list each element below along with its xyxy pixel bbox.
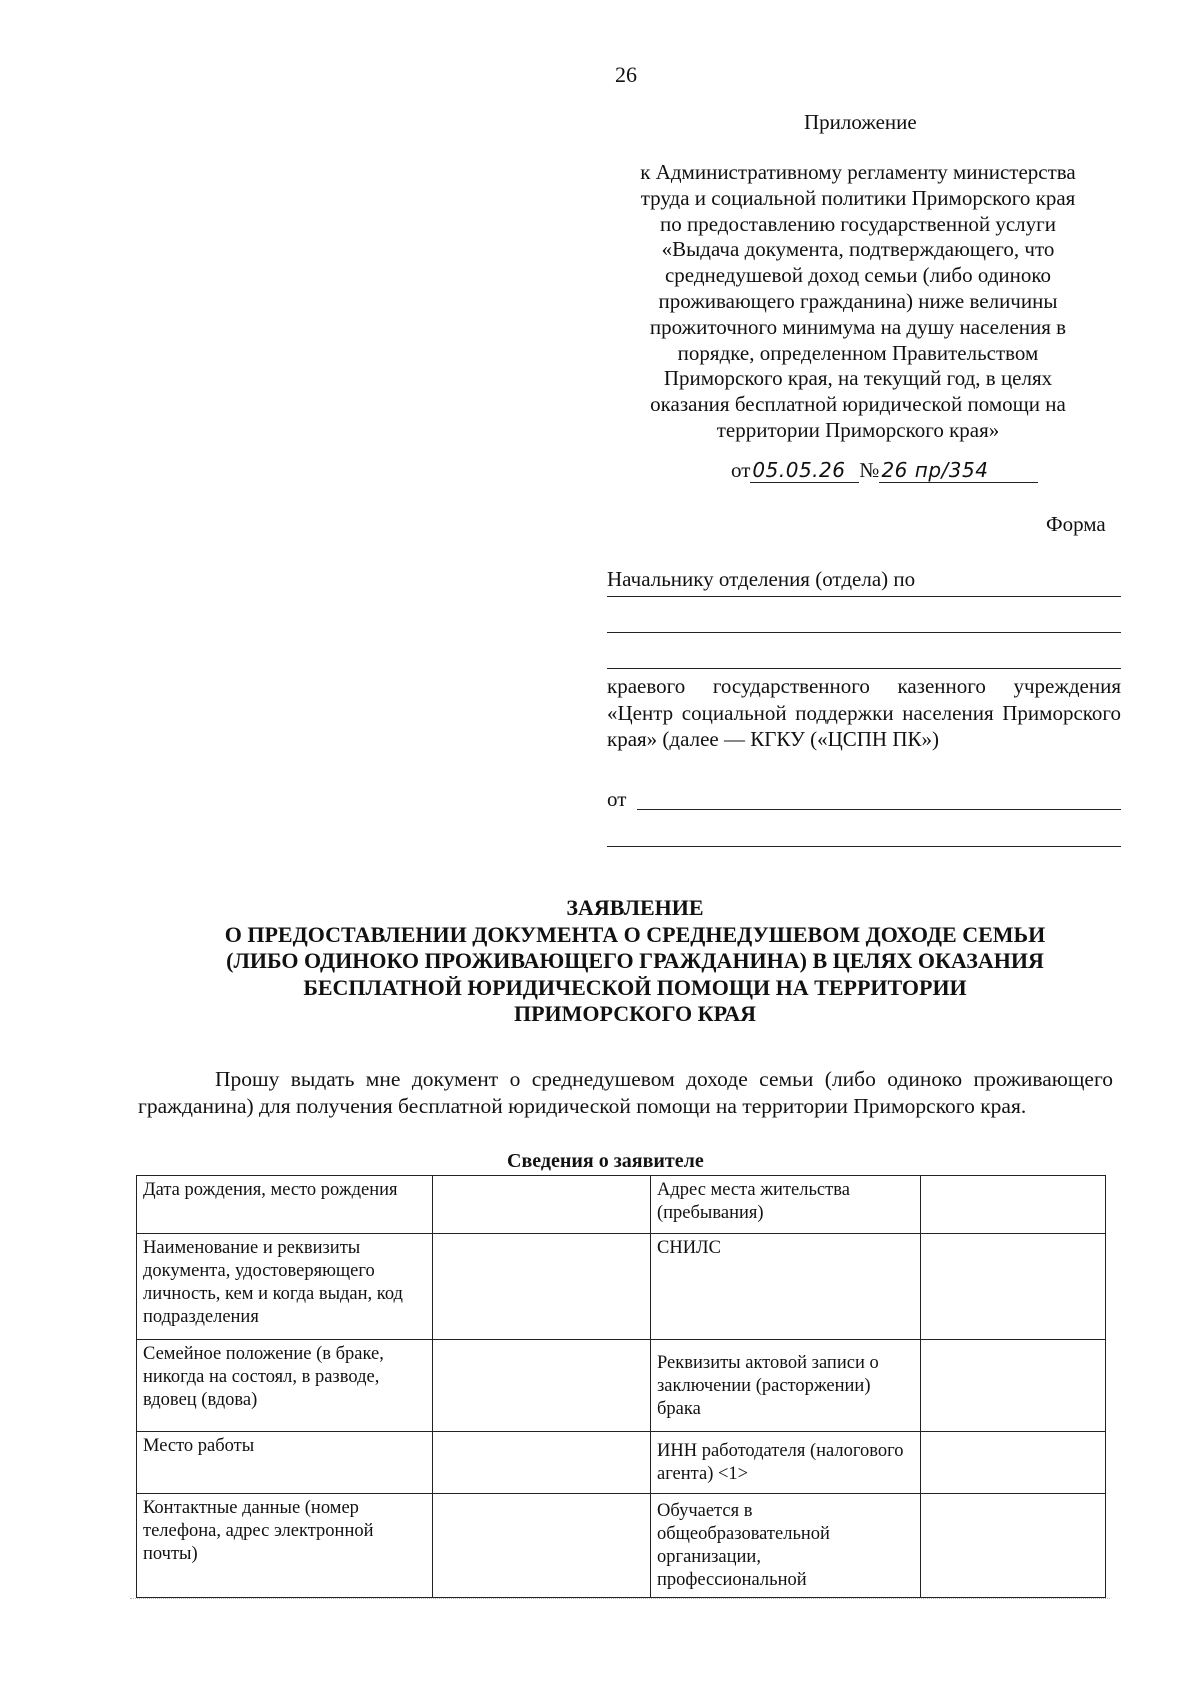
- order-number-handwritten: 26 пр/354: [879, 458, 1038, 483]
- field-value-cell[interactable]: [433, 1340, 651, 1432]
- field-label: Обучается в общеобразовательной организации, профессиональной: [651, 1494, 921, 1598]
- recipient-blank-line-2[interactable]: [607, 668, 1121, 669]
- order-ref-prefix: от: [731, 458, 751, 482]
- regulation-line: оказания бесплатной юридической помощи на: [650, 392, 1066, 417]
- regulation-line: среднедушевой доход семьи (либо одиноко: [664, 263, 1052, 288]
- regulation-line: «Выдача документа, подтверждающего, что: [661, 237, 1055, 262]
- table-row: [137, 1432, 1106, 1494]
- field-value-cell[interactable]: [433, 1234, 651, 1340]
- field-label: Место работы: [137, 1432, 433, 1494]
- field-label: СНИЛС: [651, 1234, 921, 1340]
- order-date-handwritten: 05.05.26: [750, 458, 859, 483]
- title-line: (ЛИБО ОДИНОКО ПРОЖИВАЮЩЕГО ГРАЖДАНИНА) В ЦЕЛЯХ ОКАЗАНИЯ: [226, 948, 1044, 973]
- page-number: 26: [615, 62, 637, 87]
- recipient-from-label: от: [607, 787, 627, 811]
- field-value-cell[interactable]: [433, 1432, 651, 1494]
- field-label: Адрес места жительства (пребывания): [651, 1176, 921, 1234]
- field-label: ИНН работодателя (налогового агента) <1>: [651, 1432, 921, 1494]
- title-line: ПРИМОРСКОГО КРАЯ: [513, 1001, 757, 1026]
- recipient-blank-line-1[interactable]: [607, 632, 1121, 633]
- field-label: Наименование и реквизиты документа, удостоверяющего личность, кем и когда выдан, код подразделения: [137, 1234, 433, 1340]
- field-label: Реквизиты актовой записи о заключении (расторжении) брака: [651, 1340, 921, 1432]
- title-line: О ПРЕДОСТАВЛЕНИИ ДОКУМЕНТА О СРЕДНЕДУШЕВОМ ДОХОДЕ СЕМЬИ: [224, 921, 1046, 947]
- table-row: [137, 1494, 1106, 1598]
- field-value-cell[interactable]: [921, 1494, 1106, 1598]
- regulation-line: труда и социальной политики Приморского края: [640, 185, 1076, 210]
- applicant-name-line[interactable]: [637, 809, 1121, 810]
- recipient-institution: краевого государственного казенного учреждения «Центр социальной поддержки населения Приморского края» (далее — КГКУ («ЦСПН ПК»): [607, 674, 1121, 751]
- table-row: [137, 1234, 1106, 1340]
- order-number-label: №: [859, 458, 880, 482]
- field-value-cell[interactable]: [921, 1432, 1106, 1494]
- field-value-cell[interactable]: [921, 1340, 1106, 1432]
- field-label: Семейное положение (в браке, никогда на состоял, в разводе, вдовец (вдова): [137, 1340, 433, 1432]
- field-value-cell[interactable]: [921, 1176, 1106, 1234]
- title-line: БЕСПЛАТНОЙ ЮРИДИЧЕСКОЙ ПОМОЩИ НА ТЕРРИТОРИИ: [303, 974, 967, 1000]
- regulation-line: территории Приморского края»: [716, 417, 1000, 442]
- table-row: [137, 1176, 1106, 1234]
- regulation-line: прожиточного минимума на душу населения в: [649, 314, 1067, 339]
- field-value-cell[interactable]: [921, 1234, 1106, 1340]
- request-paragraph: [138, 1066, 1113, 1119]
- field-value-cell[interactable]: [433, 1176, 651, 1234]
- table-caption: Сведения о заявителе: [507, 1150, 704, 1172]
- appendix-label: Приложение: [804, 110, 917, 134]
- form-label: Форма: [1046, 512, 1106, 536]
- table-row: [137, 1340, 1106, 1432]
- regulation-reference: [600, 160, 1116, 444]
- field-label: Контактные данные (номер телефона, адрес электронной почты): [137, 1494, 433, 1598]
- title-line: ЗАЯВЛЕНИЕ: [566, 895, 704, 920]
- applicant-name-line-2[interactable]: [607, 846, 1121, 847]
- document-title: [120, 895, 1150, 1028]
- regulation-line: порядке, определенном Правительством: [677, 340, 1039, 365]
- recipient-head: Начальнику отделения (отдела) по: [607, 567, 1121, 597]
- order-reference: [731, 458, 1038, 483]
- field-value-cell[interactable]: [433, 1494, 651, 1598]
- field-label: Дата рождения, место рождения: [137, 1176, 433, 1234]
- request-text: Прошу выдать мне документ о среднедушевом доходе семьи (либо одиноко проживающего гражданина) для получения бесплатной юридической помощи на территории Приморского края.: [138, 1067, 1113, 1118]
- regulation-line: Приморского края, на текущий год, в целях: [663, 366, 1053, 391]
- regulation-line: проживающего гражданина) ниже величины: [658, 288, 1058, 313]
- page-cut-edge: [130, 1598, 1110, 1599]
- applicant-info-table: [136, 1175, 1106, 1598]
- regulation-line: по предоставлению государственной услуги: [660, 211, 1056, 236]
- regulation-line: к Административному регламенту министерства: [640, 160, 1076, 184]
